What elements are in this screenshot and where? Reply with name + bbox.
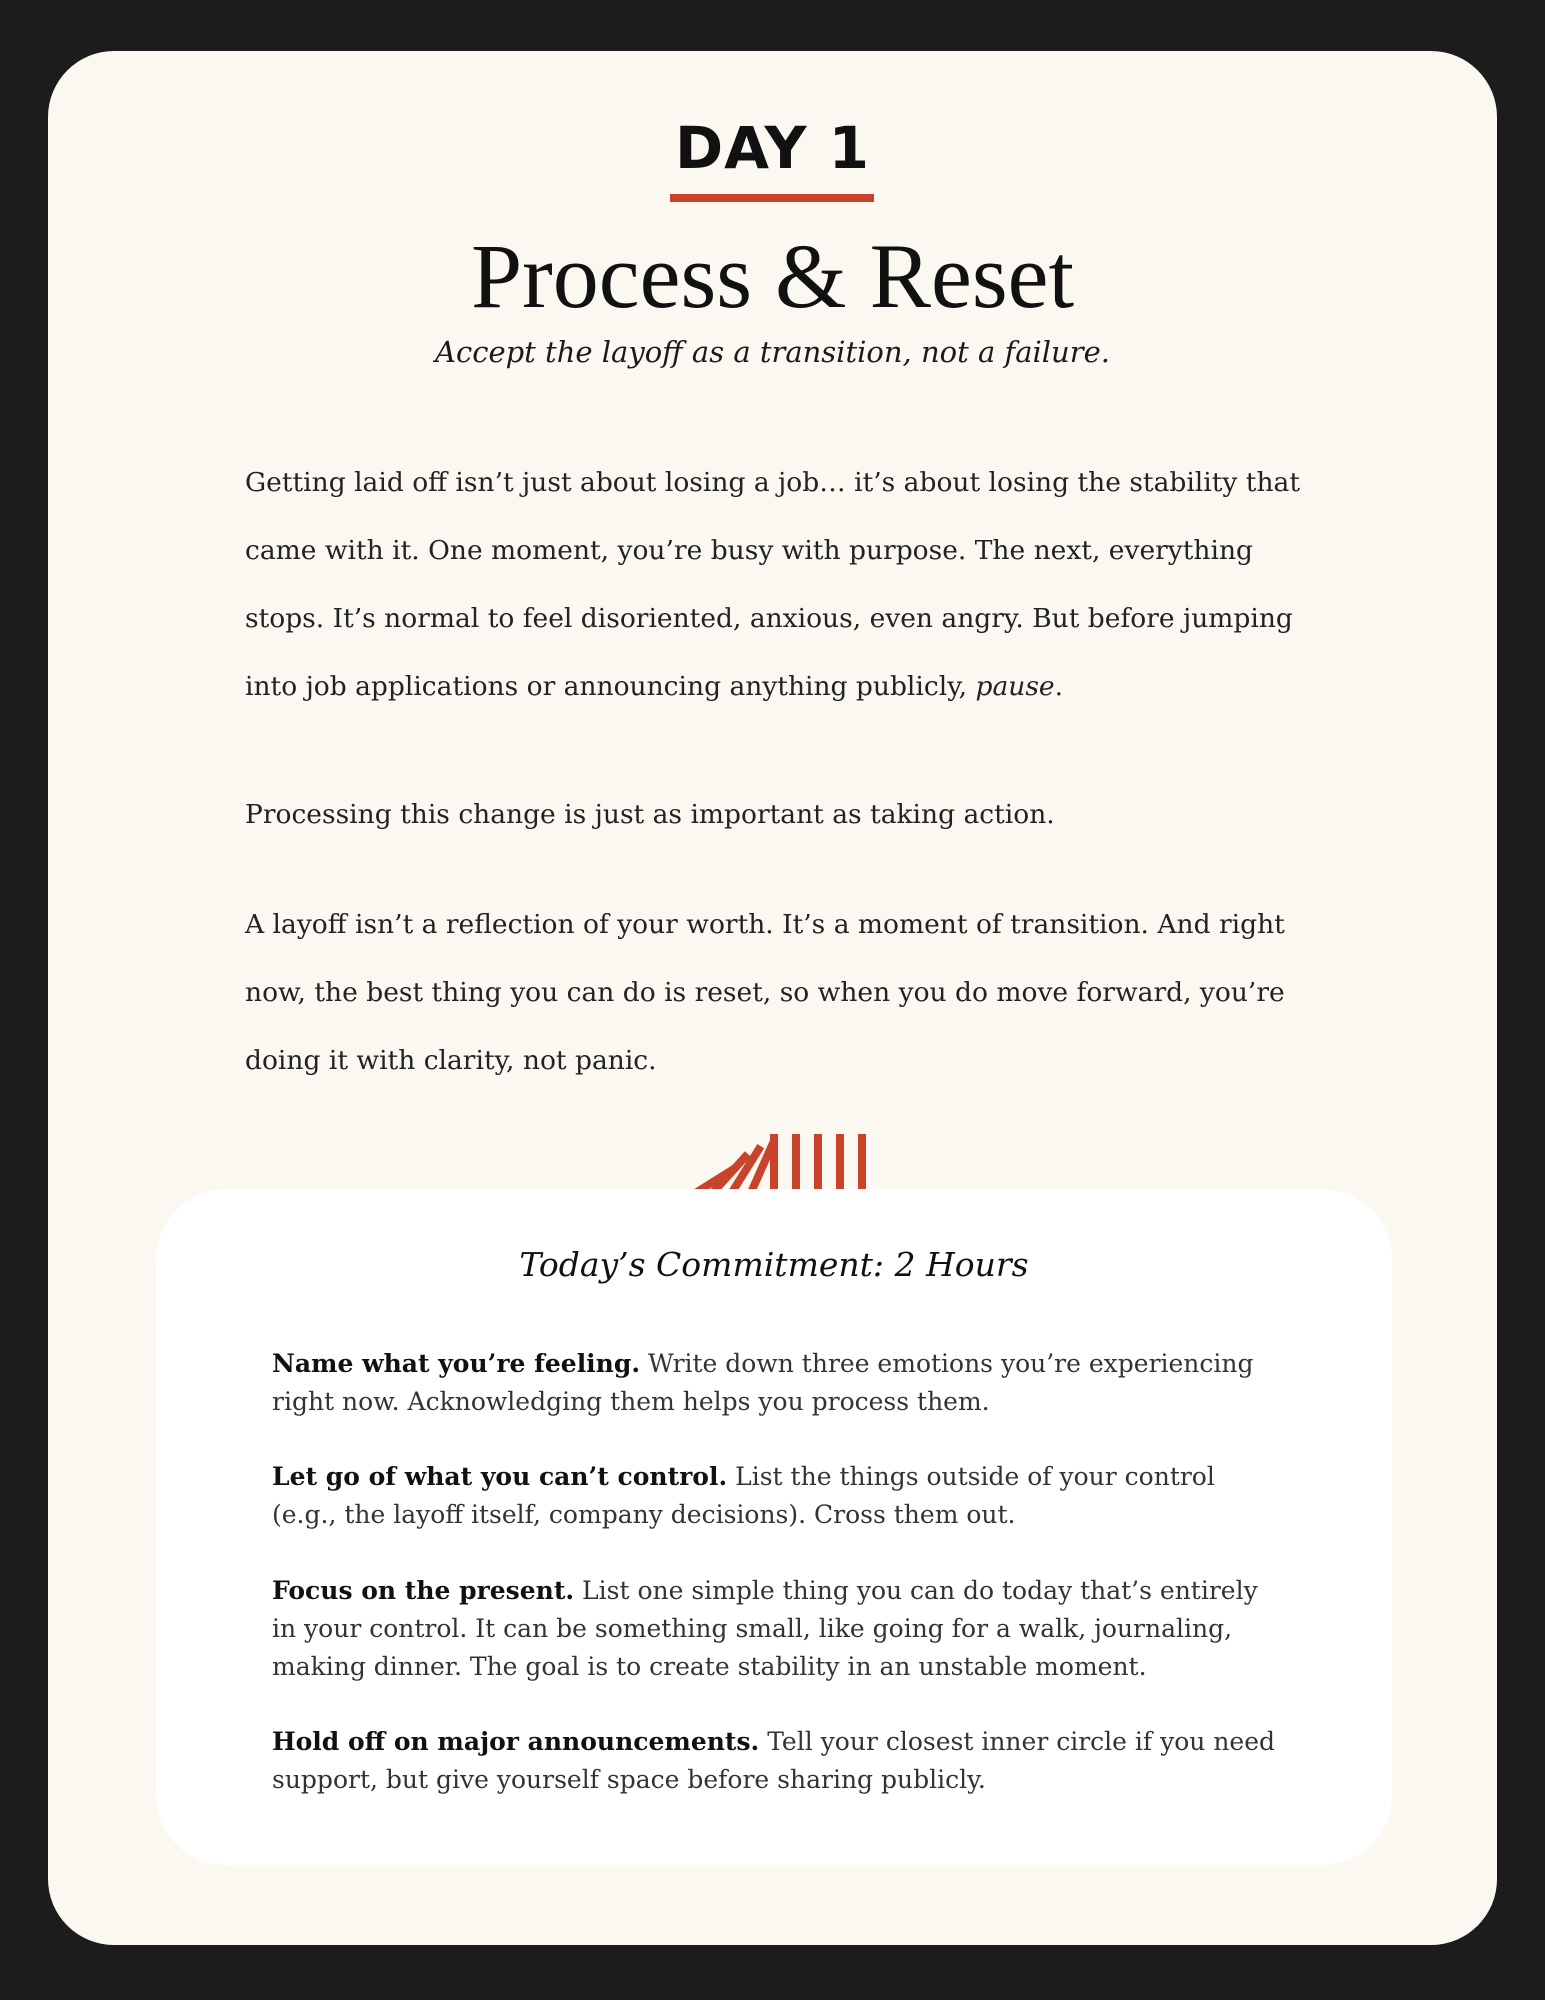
intro-paragraph-2: Processing this change is just as important as taking action.: [245, 799, 1055, 830]
commitment-item-text: Tell your closest inner circle if you need support, but give yourself space before sharing publicly.: [272, 1727, 1276, 1794]
page-subtitle: Accept the layoff as a transition, not a failure.: [435, 335, 1110, 369]
commitment-item: [272, 1723, 1282, 1799]
commitment-panel: [156, 1189, 1392, 1865]
page-card: [48, 51, 1497, 1945]
commitment-item-text: List the things outside of your control (e.g., the layoff itself, company decisions). Cross them out.: [272, 1462, 1215, 1529]
commitment-item: [272, 1458, 1282, 1534]
intro-paragraph-1-emphasis: pause: [975, 671, 1055, 702]
domino-9: [858, 1134, 866, 1197]
page-title: Process & Reset: [470, 225, 1075, 327]
commitment-title: Today’s Commitment: 2 Hours: [519, 1245, 1029, 1284]
commitment-item: [272, 1345, 1282, 1421]
intro-paragraph-1-end: .: [1054, 671, 1064, 702]
day-label: DAY 1: [674, 114, 871, 182]
intro-paragraph-3: A layoff isn’t a reflection of your worth. It’s a moment of transition. And right now, the best thing you can do is reset, so when you do move forward, you’re doing it with clarity, not panic.: [245, 909, 1285, 1076]
commitment-item: [272, 1572, 1282, 1686]
commitment-item-text: Write down three emotions you’re experiencing right now. Acknowledging them helps you process them.: [272, 1349, 1254, 1416]
domino-8: [836, 1134, 844, 1197]
commitment-item-heading: Let go of what you can’t control.: [272, 1462, 728, 1491]
day-underline: [670, 194, 874, 202]
commitment-item-heading: Hold off on major announcements.: [272, 1727, 760, 1756]
intro-paragraph-1: [245, 449, 1305, 721]
commitment-item-heading: Focus on the present.: [272, 1576, 575, 1605]
commitment-item-text: List one simple thing you can do today that’s entirely in your control. It can be something small, like going for a walk, journaling, making dinner. The goal is to create stability in an unstable moment.: [272, 1576, 1258, 1681]
intro-paragraph-1-text: Getting laid off isn’t just about losing a job… it’s about losing the stability that came with it. One moment, you’re busy with purpose. The next, everything stops. It’s normal to feel disoriented, anxious, even angry. But before jumping into job applications or announcing anything publicly,: [245, 467, 1300, 702]
domino-7: [814, 1134, 822, 1197]
domino-6: [792, 1134, 800, 1197]
domino-5: [770, 1134, 778, 1197]
commitment-item-heading: Name what you’re feeling.: [272, 1349, 641, 1378]
